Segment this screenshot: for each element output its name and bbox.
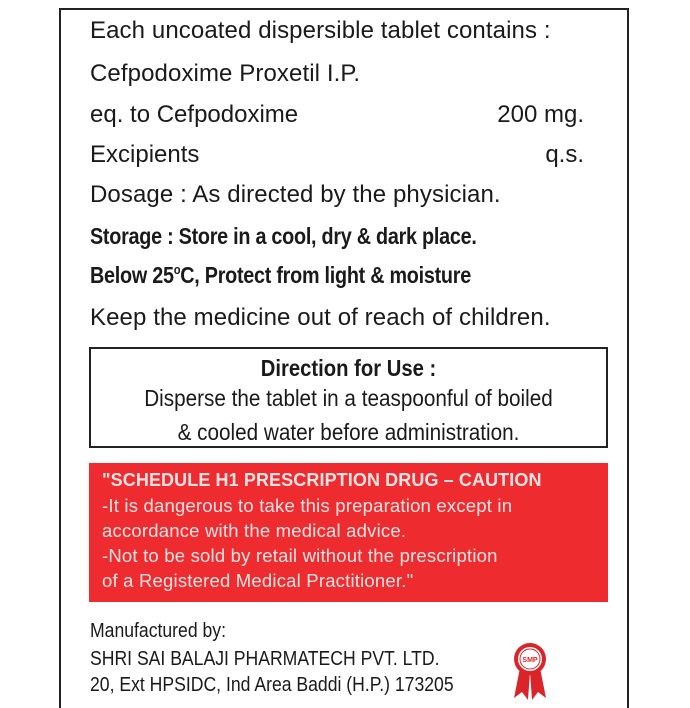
direction-line-2: & cooled water before administration. [177, 419, 520, 445]
storage-line-1: Storage : Store in a cool, dry & dark place. [90, 223, 477, 249]
dosage-text: Dosage : As directed by the physician. [90, 181, 501, 208]
ribbon-seal-icon [512, 642, 548, 700]
ingredient-name: Cefpodoxime Proxetil I.P. [90, 60, 361, 87]
children-warning: Keep the medicine out of reach of children. [90, 304, 551, 331]
caution-line-3: -Not to be sold by retail without the prescription [102, 545, 498, 566]
direction-title: Direction for Use : [260, 355, 437, 381]
storage-prefix: Below 25 [90, 262, 174, 288]
direction-box [89, 347, 608, 448]
excipients-label: Excipients [90, 141, 200, 168]
contents-heading: Each uncoated dispersible tablet contains : [90, 17, 551, 44]
caution-line-1: -It is dangerous to take this preparation except in [102, 495, 513, 516]
equivalent-amount: 200 mg. [497, 101, 584, 128]
caution-line-4: of a Registered Medical Practitioner." [102, 570, 414, 591]
excipients-row [90, 141, 584, 169]
degree-symbol: o [173, 262, 181, 277]
storage-suffix: C, Protect from light & moisture [180, 262, 471, 288]
manufacturer-address: 20, Ext HPSIDC, Ind Area Baddi (H.P.) 173205 [90, 674, 454, 696]
equivalent-row [90, 101, 584, 129]
caution-line-2: accordance with the medical advice. [102, 520, 407, 541]
equivalent-label: eq. to Cefpodoxime [90, 101, 299, 128]
direction-line-1: Disperse the tablet in a teaspoonful of boiled [144, 385, 553, 411]
manufactured-by-label: Manufactured by: [90, 620, 226, 642]
seal-text: SMP [522, 657, 538, 664]
excipients-amount: q.s. [545, 141, 584, 168]
storage-line-2 [90, 262, 471, 289]
caution-title: "SCHEDULE H1 PRESCRIPTION DRUG – CAUTION [102, 470, 542, 490]
manufacturer-name: SHRI SAI BALAJI PHARMATECH PVT. LTD. [90, 648, 440, 670]
caution-box [89, 463, 608, 602]
